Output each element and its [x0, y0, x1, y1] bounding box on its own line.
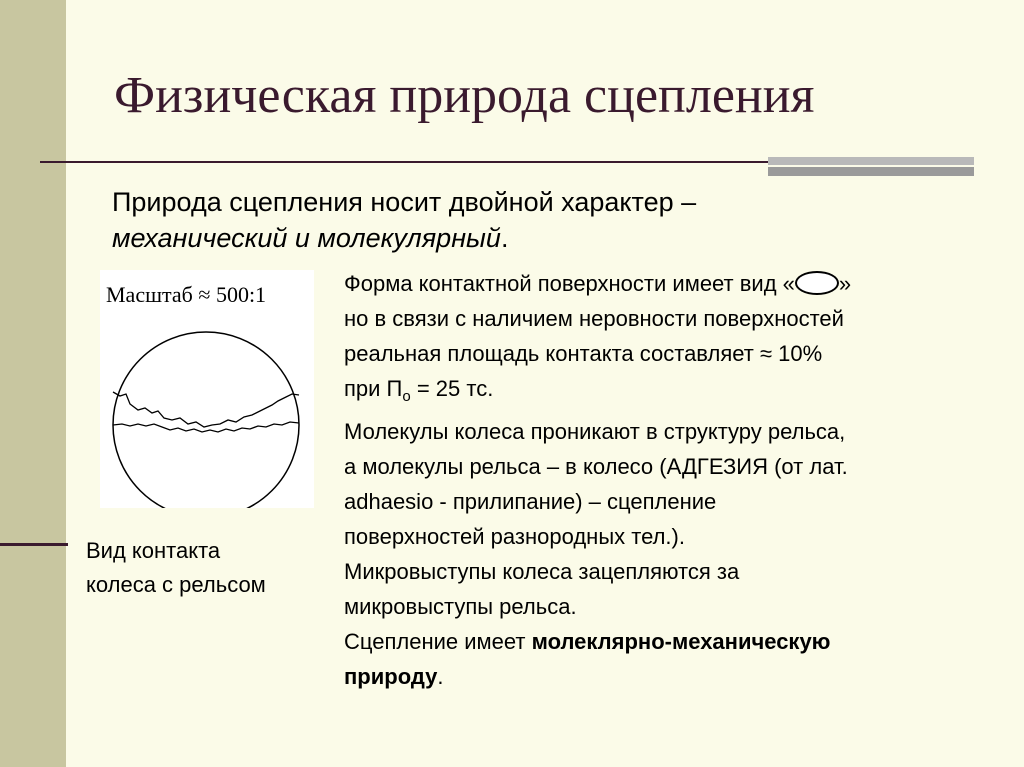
wheel-surface-line [113, 392, 299, 427]
caption-line-1: Вид контакта [86, 538, 221, 563]
body-line-2: но в связи с наличием неровности поверхностей [344, 306, 844, 331]
subtitle-line-2 [112, 220, 912, 256]
body-line-8: поверхностей разнородных тел.). [344, 524, 685, 549]
body-line-12-end: . [437, 664, 444, 689]
subtitle-line-1: Природа сцепления носит двойной характер – [112, 187, 697, 217]
title-underline [40, 161, 818, 163]
body-text [344, 266, 1012, 694]
body-line-11 [344, 624, 1012, 659]
body-line-4-start: при П [344, 376, 403, 401]
contact-figure [100, 270, 314, 508]
body-line-4-end: = 25 тс. [410, 376, 494, 401]
body-line-1-end: » [838, 271, 852, 296]
body-line-11-start: Сцепление имеет [344, 629, 532, 654]
left-accent-rule [0, 543, 68, 546]
slide-subtitle [112, 184, 912, 256]
body-line-11-bold: молеклярно-механическую [531, 629, 831, 654]
body-line-10: микровыступы рельса. [344, 594, 577, 619]
body-line-9: Микровыступы колеса зацепляются за [344, 559, 740, 584]
body-line-12-bold: природу [344, 664, 438, 689]
figure-caption [86, 534, 326, 602]
caption-line-2: колеса с рельсом [86, 572, 266, 597]
body-line-12 [344, 659, 1012, 694]
body-line-1 [344, 266, 1012, 301]
body-line-7: adhaesio - прилипание) – сцепление [344, 489, 717, 514]
oval-contact-icon [795, 271, 839, 295]
body-line-5: Молекулы колеса проникают в структуру рельса, [344, 419, 846, 444]
body-line-4 [344, 371, 1012, 414]
scale-label: Масштаб ≈ 500:1 [106, 282, 267, 307]
body-line-3: реальная площадь контакта составляет ≈ 10% [344, 341, 823, 366]
body-line-4-subscript: о [402, 388, 411, 405]
figure-white-patch [195, 338, 235, 376]
body-line-1-start: Форма контактной поверхности имеет вид « [344, 271, 795, 296]
subtitle-period: . [500, 223, 509, 253]
subtitle-emphasis: механический и молекулярный [112, 223, 501, 253]
slide-title: Физическая природа сцепления [114, 67, 815, 124]
body-line-6: а молекулы рельса – в колесо (АДГЕЗИЯ (от лат. [344, 454, 848, 479]
left-accent-band [0, 0, 66, 767]
title-gray-bar [768, 157, 974, 176]
